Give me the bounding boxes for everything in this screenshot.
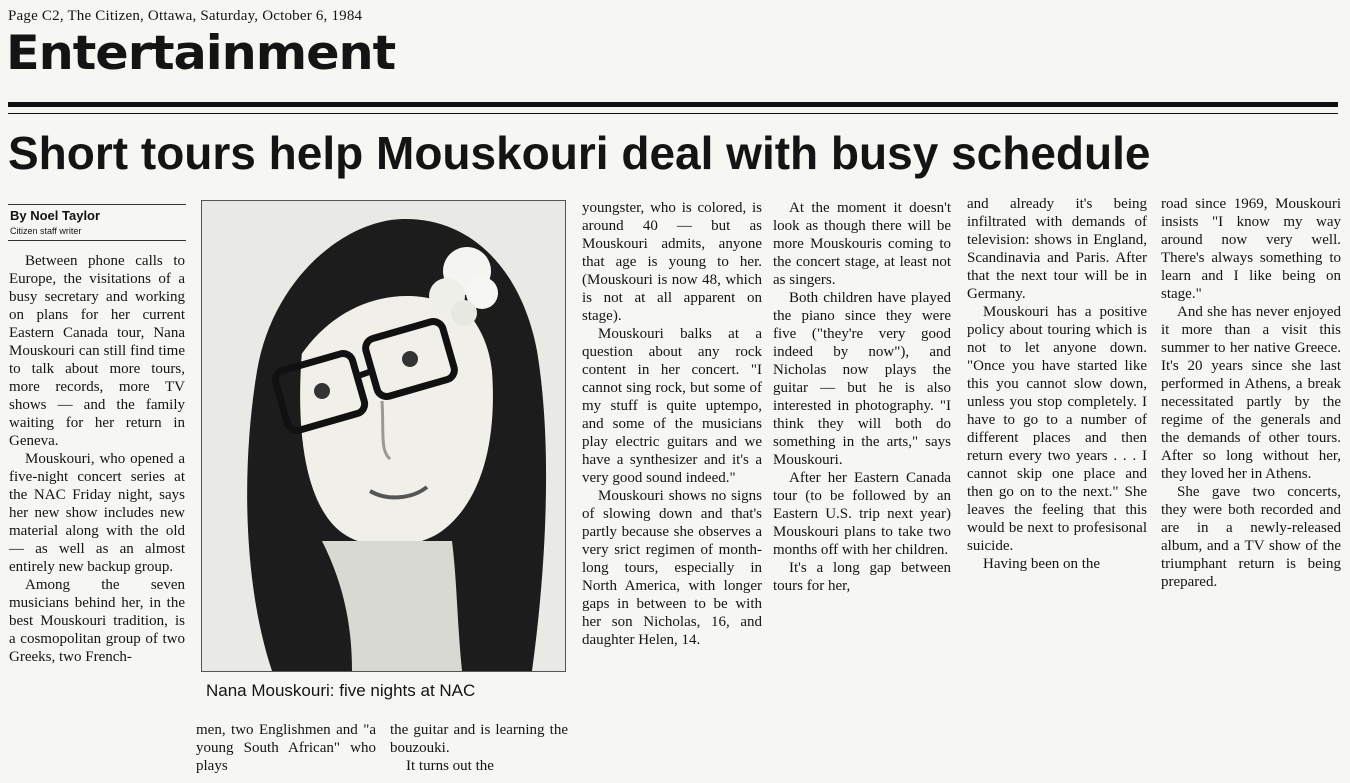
col5-para-3: After her Eastern Canada tour (to be followed by an Eastern U.S. trip next year) Mouskouri plans to take two months off with her children.	[773, 470, 951, 558]
column-1	[9, 252, 185, 666]
col4-para-1: youngster, who is colored, is around 40 — but as Mouskouri admits, anyone that age is young to her. (Mouskouri is now 48, which is not at all apparent on stage).	[582, 200, 762, 324]
section-rule	[8, 102, 1338, 107]
col7-para-2: And she has never enjoyed it more than a visit this summer to her native Greece. It's 20 years since she last performed in Athens, a break necessitated partly by the regime of the generals and the demands of other tours. After so long without her, they loved her in Athens.	[1161, 304, 1341, 482]
col1-para-2: Mouskouri, who opened a five-night concert series at the NAC Friday night, says her new show includes new material along with the old — as well as an almost entirely new backup group.	[9, 451, 185, 575]
byline-role: Citizen staff writer	[10, 226, 82, 236]
portrait-photo	[201, 200, 566, 672]
col5-para-2: Both children have played the piano since they were five ("they're very good indeed by now"), and Nicholas now plays the guitar — but he is also interested in photography. "I think they will both do something in the arts," says Mouskouri.	[773, 290, 951, 468]
col4-para-2: Mouskouri balks at a question about any rock content in her concert. "I cannot sing rock, but some of my stuff is quite uptempo, and some of the musicians play electric guitars and we have a synthesizer and it's a very good sound indeed."	[582, 326, 762, 486]
col4-para-3: Mouskouri shows no signs of slowing down and that's partly because she observes a very srict regimen of month-long tours, especially in North America, with longer gaps in between to be with her son Nicholas, 16, and daughter Helen, 14.	[582, 488, 762, 648]
section-rule-thin	[8, 113, 1338, 114]
col5-para-1: At the moment it doesn't look as though there will be more Mouskouris coming to the concert stage, at least not as singers.	[773, 200, 951, 288]
col1-para-3: Among the seven musicians behind her, in the best Mouskouri tradition, is a cosmopolitan group of two Greeks, two French-	[9, 577, 185, 665]
column-4	[582, 199, 762, 649]
col5-para-4: It's a long gap between tours for her,	[773, 560, 951, 594]
col3-para-1: the guitar and is learning the bouzouki.	[390, 722, 568, 756]
photo-caption: Nana Mouskouri: five nights at NAC	[206, 681, 476, 700]
column-7	[1161, 195, 1341, 591]
col7-para-3: She gave two concerts, they were both recorded and are in a newly-released album, and a TV show of the triumphant return is being prepared.	[1161, 484, 1341, 590]
column-5	[773, 199, 951, 595]
column-6	[967, 195, 1147, 573]
headline: Short tours help Mouskouri deal with busy schedule	[8, 127, 1151, 179]
column-2	[196, 721, 376, 775]
byline-rule-top	[8, 204, 186, 205]
byline-rule-bottom	[8, 240, 186, 241]
byline: By Noel Taylor	[10, 208, 101, 223]
col2-para-1: men, two Englishmen and "a young South African" who plays	[196, 722, 376, 774]
column-3	[390, 721, 568, 775]
col6-para-2: Mouskouri has a positive policy about touring which is not to let anyone down. "Once you have started like this you cannot slow down, unless you stop completely. I have to go to a number of different places and then return every two years . . . I cannot skip one place and then go on to the next." She leaves the feeling that this would be next to profesisonal suicide.	[967, 304, 1147, 554]
section-title: Entertainment	[6, 26, 396, 81]
col7-para-1: road since 1969, Mouskouri insists "I know my way around now very well. There's always something to learn and I like being on stage."	[1161, 196, 1341, 302]
col6-para-3: Having been on the	[983, 556, 1101, 572]
col6-para-1: and already it's being infiltrated with demands of television: shows in England, Scandinavia and Paris. After that the next tour will be in Germany.	[967, 196, 1147, 302]
dateline: Page C2, The Citizen, Ottawa, Saturday, October 6, 1984	[8, 8, 363, 24]
portrait-icon	[202, 201, 565, 671]
col1-para-1: Between phone calls to Europe, the visitations of a busy secretary and working on plans for her current Eastern Canada tour, Nana Mouskouri can still find time to talk about more tours, more records, more TV shows — and the family waiting for her return in Geneva.	[9, 253, 185, 449]
col3-para-2: It turns out the	[406, 758, 494, 774]
